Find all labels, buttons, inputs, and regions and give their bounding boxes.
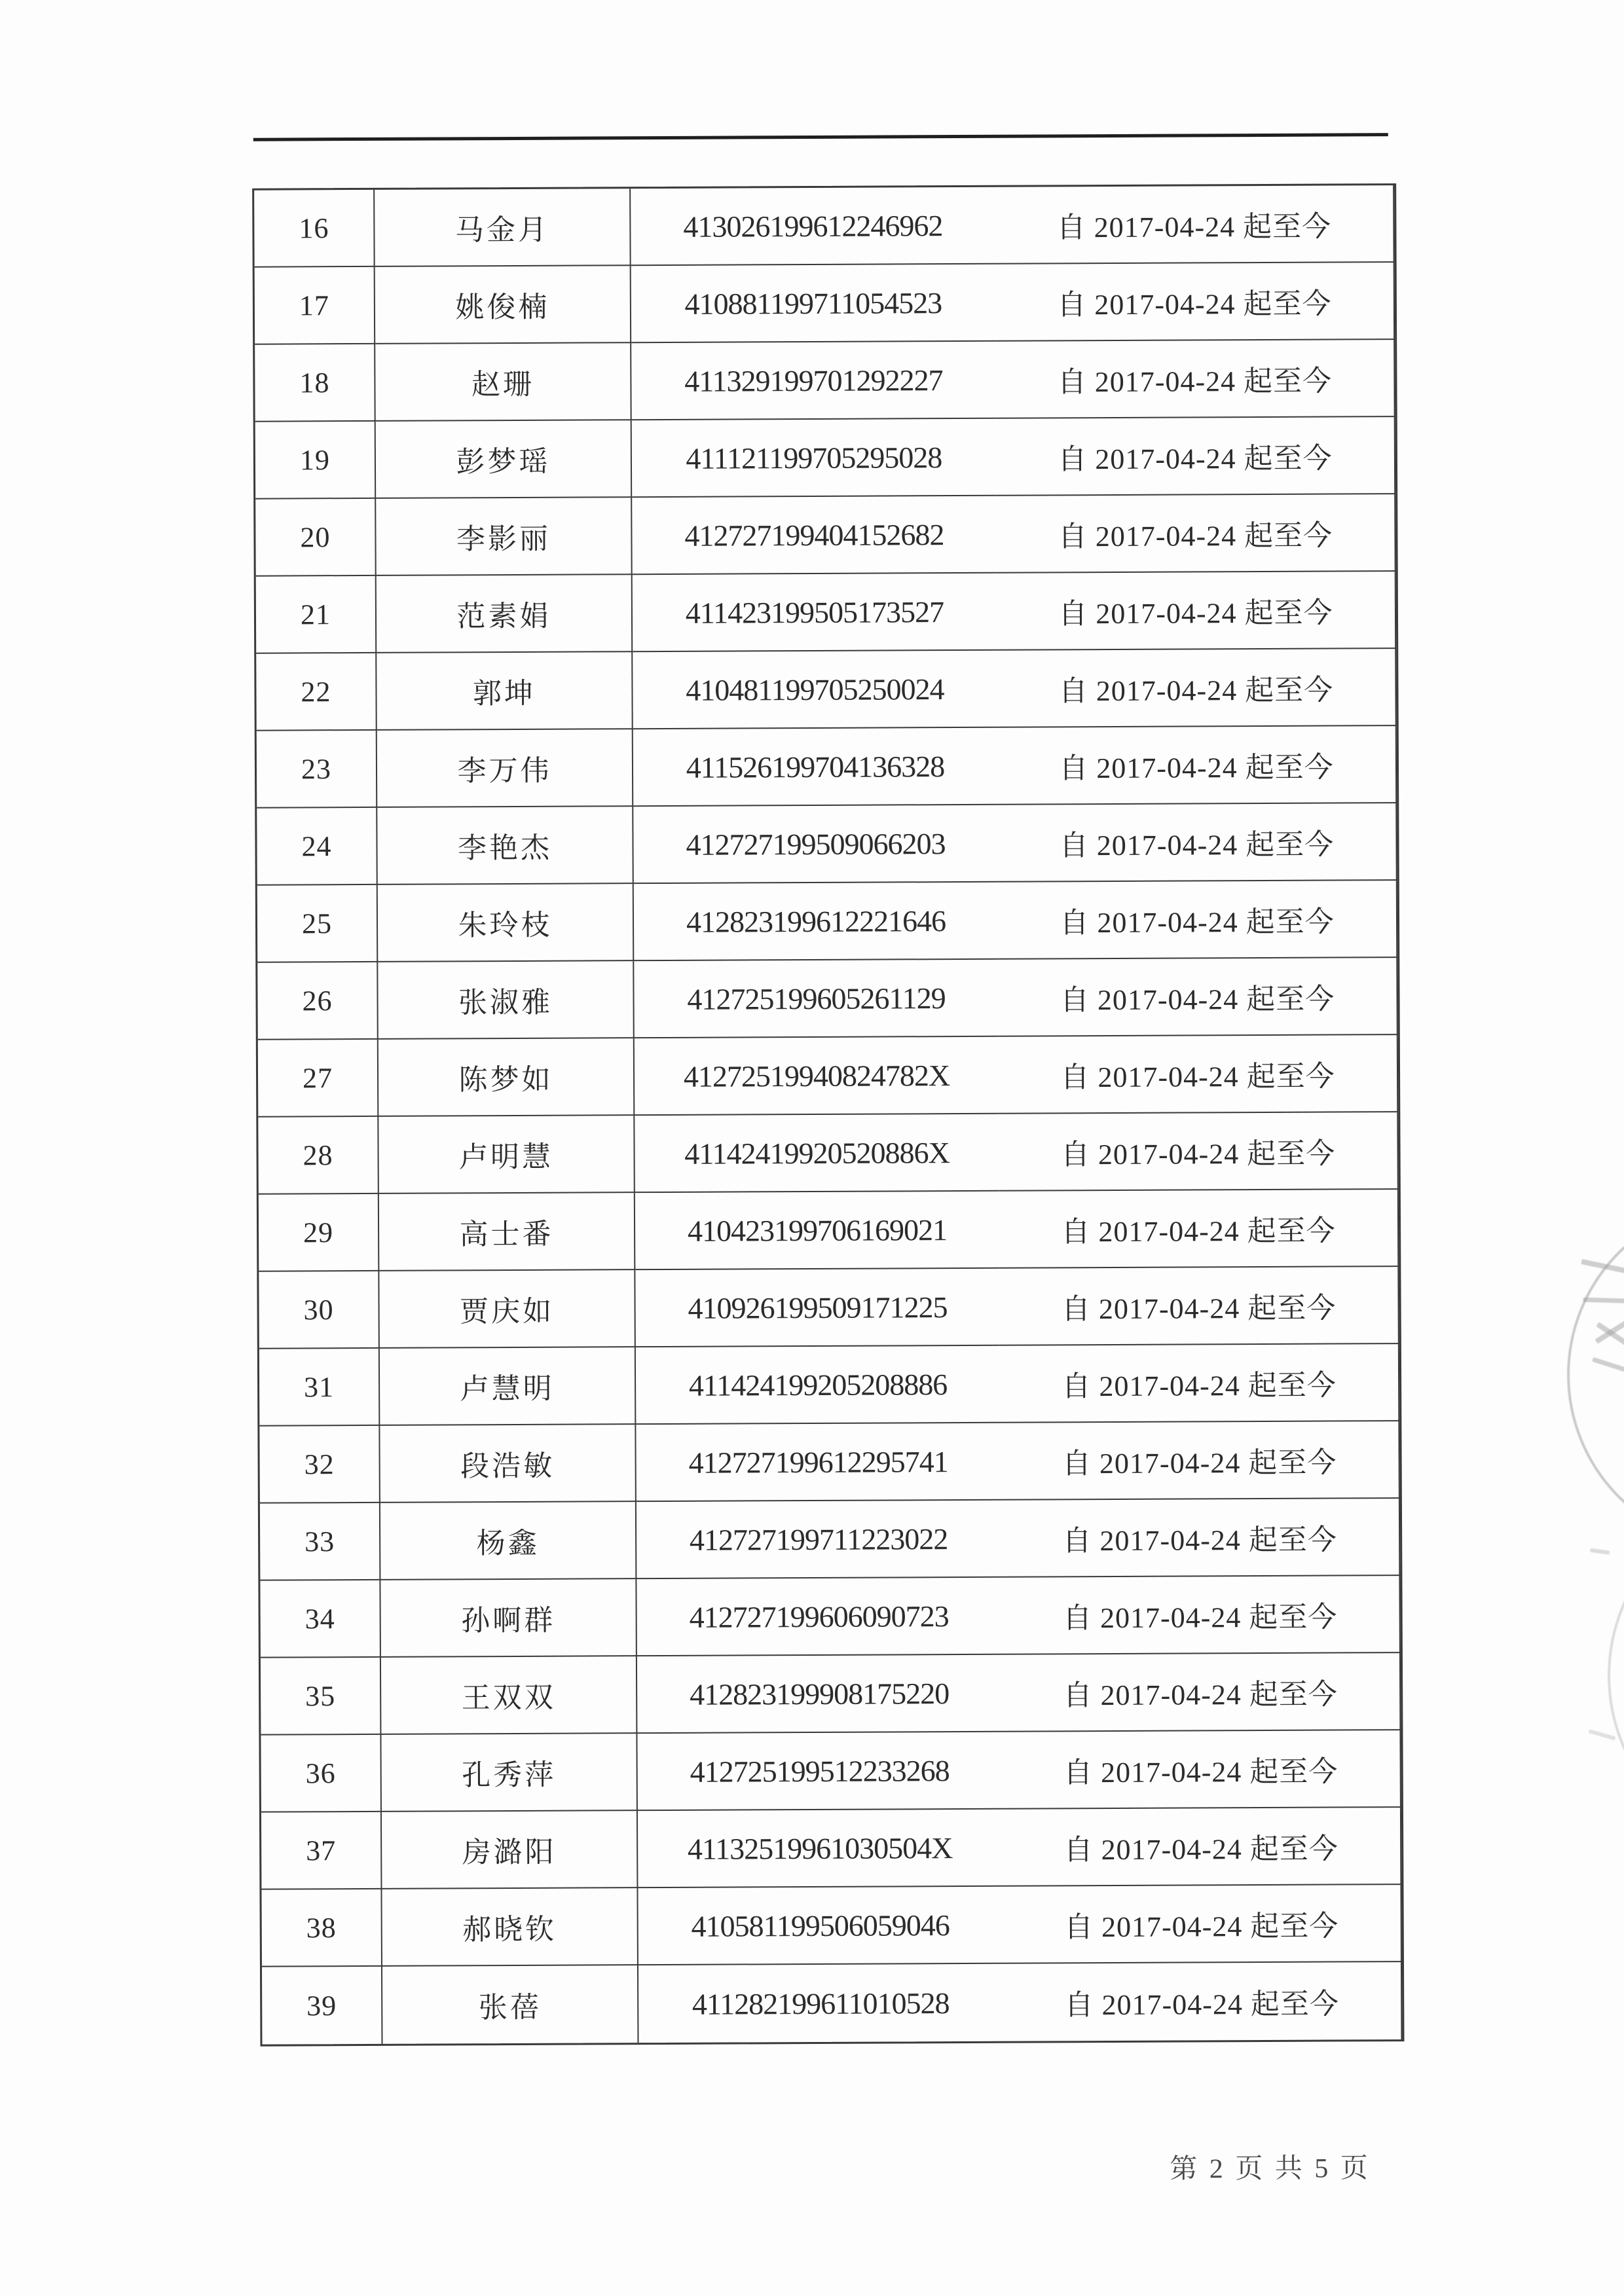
seal-text-stroke [1583, 1298, 1624, 1303]
id-number-cell: 411121199705295028 [632, 419, 997, 498]
row-number-cell: 30 [259, 1271, 380, 1349]
row-number-cell: 19 [255, 422, 377, 500]
row-number-cell: 34 [260, 1580, 381, 1658]
row-number-cell: 23 [257, 731, 378, 809]
period-cell: 自 2017-04-24 起至今 [1003, 1962, 1403, 2041]
row-number-cell: 28 [258, 1117, 379, 1195]
period-cell: 自 2017-04-24 起至今 [995, 263, 1395, 342]
period-cell: 自 2017-04-24 起至今 [999, 1190, 1399, 1269]
row-number-cell: 35 [261, 1658, 382, 1736]
row-number-cell: 31 [259, 1349, 380, 1427]
period-cell: 自 2017-04-24 起至今 [998, 881, 1398, 960]
period-cell: 自 2017-04-24 起至今 [1000, 1344, 1400, 1423]
period-cell: 自 2017-04-24 起至今 [996, 417, 1396, 496]
id-number-cell: 412725199512233268 [637, 1732, 1002, 1811]
id-number-cell: 411282199611010528 [692, 1986, 950, 2021]
id-number-cell: 412727199606090723 [637, 1578, 1001, 1656]
name-cell: 高士番 [379, 1193, 636, 1271]
seal-text-stroke [1596, 1322, 1624, 1347]
id-number-cell: 411424199205208886 [636, 1346, 1001, 1425]
row-number-cell: 33 [260, 1503, 381, 1581]
name-cell: 张蓓 [382, 1965, 639, 2044]
period-cell: 自 2017-04-24 起至今 [997, 803, 1397, 883]
id-number-cell: 412727199404152682 [632, 496, 997, 575]
name-cell: 马金月 [375, 189, 631, 267]
name-cell: 郭坤 [377, 652, 633, 731]
id-number-cell: 410423199706169021 [635, 1192, 1000, 1270]
name-cell: 孙啊群 [380, 1579, 637, 1658]
id-number-cell: 410481199705250024 [633, 651, 997, 729]
id-number-cell: 410926199509171225 [635, 1269, 1000, 1347]
id-number-cell: 413026199612246962 [631, 187, 995, 266]
id-number-cell: 41142419920520886X [635, 1114, 999, 1193]
period-cell: 自 2017-04-24 起至今 [1001, 1576, 1401, 1655]
row-number-cell: 24 [257, 808, 378, 886]
id-number-cell: 411526199704136328 [633, 728, 998, 807]
id-number-cell: 411423199505173527 [633, 574, 997, 652]
id-number-cell: 412727199509066203 [633, 805, 998, 884]
row-number-cell: 27 [258, 1040, 379, 1118]
seal-outer-ring-icon [1566, 1200, 1624, 1550]
seal-text-stroke [1590, 1548, 1610, 1555]
name-cell: 王双双 [381, 1656, 638, 1735]
seal-text-stroke [1595, 1318, 1624, 1344]
name-cell: 陈梦如 [378, 1038, 635, 1117]
id-number-cell: 412823199612221646 [634, 883, 999, 961]
period-cell: 自 2017-04-24 起至今 [998, 958, 1398, 1037]
row-number-cell: 18 [255, 344, 376, 422]
name-cell: 李影丽 [376, 498, 633, 576]
period-cell: 自 2017-04-24 起至今 [1000, 1421, 1400, 1501]
seal-text-stroke [1581, 1259, 1624, 1274]
seal-text-stroke [1592, 1357, 1624, 1372]
row-number-cell: 17 [255, 267, 376, 345]
id-number-cell: 410881199711054523 [631, 264, 996, 343]
period-cell: 自 2017-04-24 起至今 [995, 340, 1395, 419]
period-cell: 自 2017-04-24 起至今 [999, 1267, 1399, 1346]
name-cell: 杨鑫 [380, 1502, 637, 1580]
row-number-cell: 26 [257, 962, 378, 1040]
id-number-cell: 412727199711223022 [637, 1501, 1001, 1579]
period-cell: 自 2017-04-24 起至今 [999, 1035, 1399, 1114]
header-divider-rule [253, 133, 1388, 141]
row-number-cell: 16 [254, 190, 375, 268]
seal-text-stroke [1588, 1729, 1615, 1740]
id-number-cell: 41132519961030504X [638, 1810, 1003, 1888]
name-cell: 房潞阳 [382, 1811, 638, 1889]
name-cell: 郝晓钦 [382, 1888, 638, 1967]
name-cell: 赵珊 [375, 343, 632, 422]
personnel-roster-table [252, 183, 1404, 2047]
name-cell: 朱玲枝 [378, 884, 635, 962]
period-cell: 自 2017-04-24 起至今 [996, 494, 1396, 574]
name-cell: 李艳杰 [377, 807, 634, 885]
period-cell: 自 2017-04-24 起至今 [1002, 1885, 1402, 1964]
row-number-cell: 38 [261, 1889, 382, 1967]
period-cell: 自 2017-04-24 起至今 [995, 185, 1395, 264]
row-number-cell: 32 [259, 1426, 380, 1504]
name-cell: 李万伟 [377, 729, 634, 808]
row-number-cell: 21 [256, 576, 377, 654]
period-cell: 自 2017-04-24 起至今 [997, 572, 1397, 651]
name-cell: 孔秀萍 [381, 1734, 638, 1812]
period-cell: 自 2017-04-24 起至今 [1001, 1499, 1401, 1578]
row-number-cell: 20 [255, 499, 377, 577]
name-cell: 姚俊楠 [375, 266, 632, 344]
id-number-cell: 410581199506059046 [638, 1887, 1003, 1965]
period-cell: 自 2017-04-24 起至今 [997, 726, 1397, 805]
period-cell: 自 2017-04-24 起至今 [1001, 1653, 1401, 1732]
row-number-cell: 25 [257, 885, 378, 963]
name-cell: 张淑雅 [378, 961, 635, 1040]
seal-second-ring-icon [1607, 1494, 1624, 1857]
row-number-cell: 37 [261, 1812, 382, 1890]
name-cell: 范素娟 [377, 575, 633, 653]
id-number-cell: 412725199605261129 [634, 960, 999, 1038]
row-number-cell: 39 [262, 1967, 383, 2045]
row-number-cell: 22 [256, 653, 377, 731]
name-cell: 卢慧明 [380, 1347, 637, 1426]
name-cell: 彭梦瑶 [376, 420, 633, 499]
name-cell: 卢明慧 [378, 1116, 635, 1194]
id-number-cell: 411329199701292227 [631, 342, 996, 420]
id-number-cell: 41272519940824782X [635, 1037, 999, 1116]
period-cell: 自 2017-04-24 起至今 [997, 649, 1397, 728]
id-number-cell: 412727199612295741 [636, 1423, 1001, 1502]
row-number-cell: 29 [259, 1194, 380, 1272]
row-number-cell: 36 [261, 1735, 382, 1813]
period-cell: 自 2017-04-24 起至今 [999, 1112, 1399, 1192]
name-cell: 段浩敏 [380, 1425, 637, 1503]
name-cell: 贾庆如 [379, 1270, 636, 1349]
period-cell: 自 2017-04-24 起至今 [1002, 1808, 1402, 1887]
period-cell: 自 2017-04-24 起至今 [1001, 1730, 1401, 1810]
page-number-indicator: 第 2 页 共 5 页 [1170, 2153, 1371, 2185]
id-number-cell: 412823199908175220 [637, 1655, 1002, 1734]
